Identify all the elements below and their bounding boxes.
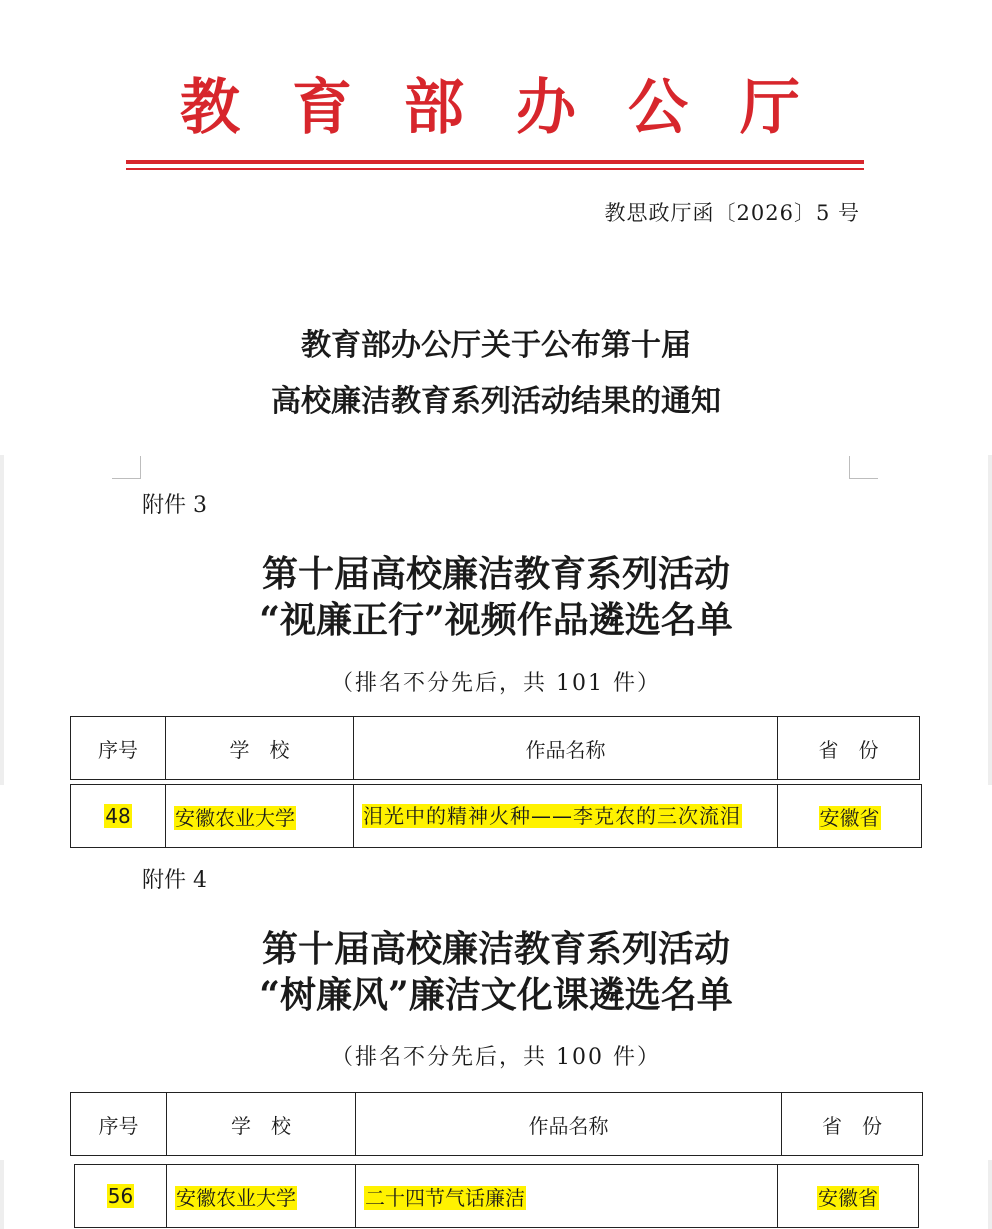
crop-mark-right [849, 456, 878, 479]
crop-mark-left [112, 456, 141, 479]
letterhead-office-name: 教育部办公厅 [180, 73, 852, 143]
header-work: 作品名称 [354, 717, 778, 780]
attachment3-label: 附件 3 [142, 493, 207, 518]
attachment4-title [0, 926, 992, 1018]
table-header-row [71, 717, 920, 780]
row-province: 安徽省 [778, 1165, 919, 1228]
header-school: 学 校 [167, 1093, 356, 1156]
page-seam-left-lower [0, 1160, 4, 1229]
row-work: 二十四节气话廉洁 [356, 1165, 778, 1228]
notice-title [0, 318, 992, 430]
header-province: 省 份 [778, 717, 920, 780]
table-header-row [71, 1093, 923, 1156]
attachment4-title-line1: 第十届高校廉洁教育系列活动 [261, 928, 730, 970]
attachment4-table-header [70, 1092, 923, 1156]
header-work: 作品名称 [356, 1093, 782, 1156]
document-number: 教思政厅函〔2026〕5 号 [604, 201, 860, 225]
attachment4-note: （排名不分先后，共 100 件） [331, 1045, 661, 1070]
row-work: 泪光中的精神火种——李克农的三次流泪 [354, 785, 778, 848]
attachment3-note: （排名不分先后，共 101 件） [331, 671, 661, 696]
letterhead-red-rule-thick [126, 160, 864, 164]
attachment3-table-header [70, 716, 920, 780]
attachment4-label: 附件 4 [142, 868, 207, 893]
row-no: 48 [71, 785, 166, 848]
attachment4-title-line2: “树廉风”廉洁文化课遴选名单 [259, 974, 733, 1016]
page-seam-right-lower [988, 1160, 992, 1229]
attachment3-title-line2: “视廉正行”视频作品遴选名单 [259, 599, 733, 641]
notice-title-line1: 教育部办公厅关于公布第十届 [301, 328, 691, 363]
row-no: 56 [75, 1165, 167, 1228]
attachment3-title [0, 551, 992, 643]
notice-title-line2: 高校廉洁教育系列活动结果的通知 [271, 384, 721, 419]
row-province: 安徽省 [778, 785, 922, 848]
attachment3-title-line1: 第十届高校廉洁教育系列活动 [261, 553, 730, 595]
table-row [71, 785, 922, 848]
header-school: 学 校 [166, 717, 354, 780]
header-no: 序号 [71, 1093, 167, 1156]
row-school: 安徽农业大学 [167, 1165, 356, 1228]
header-province: 省 份 [782, 1093, 923, 1156]
header-no: 序号 [71, 717, 166, 780]
attachment4-table-row [74, 1164, 919, 1228]
row-school: 安徽农业大学 [166, 785, 354, 848]
letterhead-red-rule-thin [126, 168, 864, 170]
table-row [75, 1165, 919, 1228]
attachment3-table-row [70, 784, 922, 848]
